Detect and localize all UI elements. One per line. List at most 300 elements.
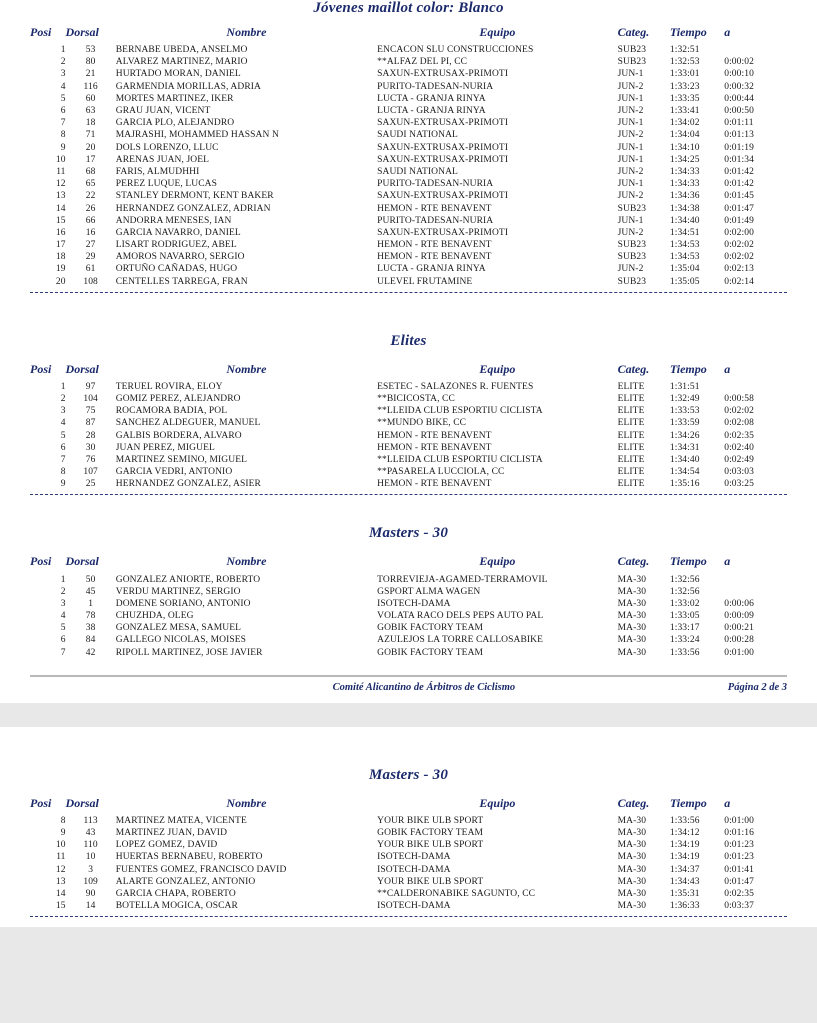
cell-tiempo: 1:31:51 [669,381,700,392]
cell-equipo: SAXUN-EXTRUSAX-PRIMOTI [377,227,509,238]
table-row [30,573,787,585]
cell-categ: MA-30 [617,586,647,597]
column-header-nombre: Nombre [226,361,267,376]
table-row [30,81,787,93]
column-header-dorsal: Dorsal [65,361,99,376]
cell-dorsal: 22 [85,191,96,202]
column-header-nombre: Nombre [226,554,267,569]
cell-tiempo: 1:34:54 [669,467,700,478]
cell-categ: JUN-1 [617,215,644,226]
table-row [30,634,787,646]
cell-equipo: GSPORT ALMA WAGEN [377,586,481,597]
cell-a: 0:00:50 [724,106,754,117]
cell-posi: 9 [60,142,66,153]
cell-tiempo: 1:34:51 [669,227,700,238]
table-row [30,117,787,129]
column-header-tiempo: Tiempo [669,554,707,569]
cell-dorsal: 45 [85,586,96,597]
cell-tiempo: 1:34:53 [669,252,700,263]
cell-dorsal: 84 [85,635,96,646]
cell-equipo: ISOTECH-DAMA [377,901,451,912]
cell-equipo: **LLEIDA CLUB ESPORTIU CICLISTA [377,406,543,417]
cell-tiempo: 1:34:19 [669,840,700,851]
table-row [30,190,787,202]
cell-posi: 8 [60,130,66,141]
cell-categ: ELITE [617,479,645,490]
cell-tiempo: 1:32:56 [669,574,700,585]
cell-tiempo: 1:33:05 [669,611,700,622]
cell-dorsal: 87 [85,418,96,429]
cell-dorsal: 27 [85,240,96,251]
cell-categ: SUB23 [617,240,647,251]
cell-categ: MA-30 [617,828,647,839]
cell-dorsal: 60 [85,93,96,104]
cell-a: 0:03:25 [724,479,754,490]
results-table-masters-30-cont [30,794,787,913]
column-header-a: a [724,361,731,376]
results-table-masters-30 [30,552,787,658]
cell-posi: 10 [55,840,66,851]
table-row [30,68,787,80]
cell-posi: 5 [60,623,66,634]
cell-nombre: GARCIA CHAPA, ROBERTO [115,888,236,899]
cell-tiempo: 1:33:56 [669,647,700,658]
cell-categ: SUB23 [617,203,647,214]
table-header [30,23,787,44]
cell-posi: 10 [55,154,66,165]
cell-posi: 13 [55,876,66,887]
cell-a [724,381,787,393]
results-table-jovenes [30,23,787,288]
cell-equipo: YOUR BIKE ULB SPORT [377,840,484,851]
cell-categ: JUN-1 [617,179,644,190]
column-header-equipo: Equipo [479,554,516,569]
cell-posi: 6 [60,635,66,646]
cell-posi: 17 [55,240,66,251]
cell-a: 0:01:23 [724,840,754,851]
cell-posi: 3 [60,598,66,609]
table-header [30,794,787,815]
table-row [30,815,787,827]
table-header-row [30,552,787,573]
cell-nombre: SANCHEZ ALDEGUER, MANUEL [115,418,261,429]
cell-tiempo: 1:34:31 [669,442,700,453]
cell-a: 0:00:32 [724,81,754,92]
results-page-3 [0,727,817,928]
cell-a: 0:00:44 [724,93,754,104]
cell-a: 0:02:02 [724,252,754,263]
cell-a: 0:01:47 [724,876,754,887]
table-body [30,381,787,491]
cell-a: 0:02:02 [724,406,754,417]
cell-equipo: ISOTECH-DAMA [377,864,451,875]
cell-dorsal: 116 [83,81,98,92]
cell-dorsal: 29 [85,252,96,263]
cell-nombre: GOMIZ PEREZ, ALEJANDRO [115,394,241,405]
section-title-elites: Elites [390,332,427,349]
cell-tiempo: 1:32:53 [669,57,700,68]
cell-a: 0:02:49 [724,454,754,465]
cell-a [724,573,787,585]
cell-nombre: HERNANDEZ GONZALEZ, ADRIAN [115,203,271,214]
table-row [30,239,787,251]
cell-posi: 4 [60,81,66,92]
cell-equipo: **LLEIDA CLUB ESPORTIU CICLISTA [377,454,543,465]
table-row [30,430,787,442]
cell-equipo: PURITO-TADESAN-NURIA [377,81,494,92]
cell-equipo: HEMON - RTE BENAVENT [377,479,492,490]
table-row [30,202,787,214]
column-header-equipo: Equipo [479,25,516,39]
cell-posi: 11 [56,852,66,863]
cell-equipo: LUCTA - GRANJA RINYA [377,93,486,104]
cell-categ: ELITE [617,430,645,441]
cell-posi: 11 [56,166,66,177]
cell-a: 0:00:10 [724,69,754,80]
cell-nombre: ANDORRA MENESES, IAN [115,215,232,226]
table-header [30,360,787,381]
cell-a: 0:02:40 [724,442,754,453]
cell-categ: MA-30 [617,623,647,634]
footer-page-number: Página 2 de 3 [727,681,787,693]
cell-categ: JUN-1 [617,142,644,153]
table-row [30,166,787,178]
cell-dorsal: 20 [85,142,96,153]
spacer [30,495,787,511]
cell-nombre: DOMENE SORIANO, ANTONIO [115,598,251,609]
cell-dorsal: 38 [85,623,96,634]
cell-equipo: ISOTECH-DAMA [377,852,451,863]
cell-nombre: MARTINEZ SEMINO, MIGUEL [115,454,248,465]
cell-dorsal: 71 [85,130,96,141]
table-header-row [30,794,787,815]
cell-tiempo: 1:33:17 [669,623,700,634]
cell-categ: ELITE [617,442,645,453]
cell-categ: ELITE [617,406,645,417]
cell-dorsal: 110 [83,840,98,851]
cell-dorsal: 113 [83,815,98,826]
results-table-elites [30,360,787,491]
cell-nombre: GARCIA NAVARRO, DANIEL [115,227,241,238]
cell-nombre: ALARTE GONZALEZ, ANTONIO [115,876,256,887]
table-row [30,154,787,166]
column-header-dorsal: Dorsal [65,554,99,569]
cell-a: 0:01:13 [724,130,754,141]
cell-tiempo: 1:34:10 [669,142,700,153]
table-row [30,586,787,598]
cell-posi: 1 [60,381,66,392]
cell-posi: 18 [55,252,66,263]
cell-nombre: PEREZ LUQUE, LUCAS [115,179,218,190]
cell-tiempo: 1:35:16 [669,479,700,490]
cell-posi: 15 [55,215,66,226]
cell-tiempo: 1:34:36 [669,191,700,202]
cell-nombre: GONZALEZ MESA, SAMUEL [115,623,242,634]
cell-categ: JUN-2 [617,264,644,275]
cell-dorsal: 42 [85,647,96,658]
cell-categ: ELITE [617,381,645,392]
cell-dorsal: 16 [85,227,96,238]
cell-posi: 16 [55,227,66,238]
table-row [30,251,787,263]
cell-tiempo: 1:33:56 [669,815,700,826]
cell-posi: 15 [55,901,66,912]
table-body [30,573,787,658]
table-row [30,393,787,405]
cell-nombre: GARMENDIA MORILLAS, ADRIA [115,81,262,92]
cell-tiempo: 1:32:49 [669,394,700,405]
cell-categ: MA-30 [617,598,647,609]
cell-posi: 7 [60,647,66,658]
cell-dorsal: 25 [85,479,96,490]
cell-dorsal: 76 [85,454,96,465]
table-row [30,454,787,466]
cell-equipo: HEMON - RTE BENAVENT [377,252,492,263]
cell-equipo: **BICICOSTA, CC [377,394,455,405]
cell-tiempo: 1:34:25 [669,154,700,165]
cell-tiempo: 1:33:02 [669,598,700,609]
cell-nombre: DOLS LORENZO, LLUC [115,142,219,153]
cell-nombre: CENTELLES TARREGA, FRAN [115,276,248,287]
section-divider [30,916,787,917]
cell-dorsal: 68 [85,166,96,177]
cell-dorsal: 14 [85,901,96,912]
column-header-dorsal: Dorsal [65,25,99,39]
cell-a [724,44,787,56]
cell-dorsal: 18 [85,118,96,129]
cell-nombre: MORTES MARTINEZ, IKER [115,93,234,104]
cell-posi: 13 [55,191,66,202]
cell-equipo: YOUR BIKE ULB SPORT [377,876,484,887]
cell-categ: JUN-2 [617,106,644,117]
cell-equipo: PURITO-TADESAN-NURIA [377,179,494,190]
cell-tiempo: 1:35:31 [669,888,700,899]
cell-categ: JUN-1 [617,93,644,104]
table-row [30,215,787,227]
table-row [30,864,787,876]
cell-equipo: AZULEJOS LA TORRE CALLOSABIKE [377,635,544,646]
cell-nombre: GALBIS BORDERA, ALVARO [115,430,242,441]
cell-a: 0:02:13 [724,264,754,275]
cell-tiempo: 1:35:04 [669,264,700,275]
column-header-nombre: Nombre [226,25,267,39]
cell-posi: 6 [60,106,66,117]
cell-nombre: HURTADO MORAN, DANIEL [115,69,241,80]
cell-posi: 2 [60,586,66,597]
cell-dorsal: 108 [83,276,98,287]
cell-equipo: HEMON - RTE BENAVENT [377,240,492,251]
cell-tiempo: 1:34:12 [669,828,700,839]
column-header-categ: Categ. [617,795,650,810]
cell-a: 0:01:45 [724,191,754,202]
cell-dorsal: 17 [85,154,96,165]
column-header-dorsal: Dorsal [65,795,99,810]
page-gap [0,703,817,727]
cell-posi: 1 [60,574,66,585]
cell-a: 0:02:14 [724,276,754,287]
cell-nombre: BOTELLA MOGICA, OSCAR [115,901,238,912]
cell-categ: ELITE [617,454,645,465]
cell-categ: SUB23 [617,252,647,263]
table-row [30,622,787,634]
table-row [30,105,787,117]
cell-a: 0:02:35 [724,430,754,441]
column-header-posi: Posi [30,554,52,569]
cell-nombre: TERUEL ROVIRA, ELOY [115,381,223,392]
column-header-a: a [724,25,731,39]
cell-equipo: **ALFAZ DEL PI, CC [377,57,468,68]
cell-nombre: MARTINEZ MATEA, VICENTE [115,815,247,826]
cell-tiempo: 1:33:41 [669,106,700,117]
cell-equipo: YOUR BIKE ULB SPORT [377,815,484,826]
cell-nombre: JUAN PEREZ, MIGUEL [115,442,215,453]
cell-a: 0:01:47 [724,203,754,214]
cell-nombre: GRAU JUAN, VICENT [115,106,211,117]
cell-categ: JUN-2 [617,227,644,238]
cell-posi: 8 [60,815,66,826]
cell-categ: SUB23 [617,276,647,287]
table-row [30,478,787,490]
cell-posi: 12 [55,864,66,875]
cell-a: 0:01:11 [724,118,754,129]
cell-categ: MA-30 [617,876,647,887]
column-header-a: a [724,795,731,810]
cell-tiempo: 1:34:33 [669,179,700,190]
cell-posi: 6 [60,442,66,453]
cell-categ: MA-30 [617,901,647,912]
cell-categ: MA-30 [617,635,647,646]
cell-categ: SUB23 [617,45,647,56]
cell-nombre: ORTUÑO CAÑADAS, HUGO [115,264,238,275]
cell-a: 0:00:58 [724,394,754,405]
cell-tiempo: 1:34:43 [669,876,700,887]
cell-equipo: SAXUN-EXTRUSAX-PRIMOTI [377,69,509,80]
cell-nombre: RIPOLL MARTINEZ, JOSE JAVIER [115,647,263,658]
cell-dorsal: 66 [85,215,96,226]
cell-nombre: MARTINEZ JUAN, DAVID [115,828,228,839]
cell-categ: MA-30 [617,647,647,658]
cell-posi: 12 [55,179,66,190]
cell-dorsal: 26 [85,203,96,214]
cell-nombre: LOPEZ GOMEZ, DAVID [115,840,218,851]
cell-equipo: TORREVIEJA-AGAMED-TERRAMOVIL [377,574,548,585]
cell-a: 0:03:37 [724,901,754,912]
cell-nombre: MAJRASHI, MOHAMMED HASSAN N [115,130,279,141]
cell-categ: ELITE [617,467,645,478]
cell-dorsal: 75 [85,406,96,417]
table-row [30,888,787,900]
cell-a: 0:01:23 [724,852,754,863]
column-header-a: a [724,554,731,569]
cell-dorsal: 28 [85,430,96,441]
cell-equipo: GOBIK FACTORY TEAM [377,647,484,658]
cell-tiempo: 1:35:05 [669,276,700,287]
cell-dorsal: 65 [85,179,96,190]
cell-posi: 14 [55,203,66,214]
cell-tiempo: 1:34:53 [669,240,700,251]
column-header-posi: Posi [30,25,52,39]
cell-tiempo: 1:33:23 [669,81,700,92]
table-header [30,552,787,573]
spacer [30,727,787,753]
table-row [30,839,787,851]
table-row [30,129,787,141]
cell-dorsal: 63 [85,106,96,117]
table-body [30,44,787,288]
cell-nombre: GARCIA VEDRI, ANTONIO [115,467,233,478]
cell-dorsal: 97 [85,381,96,392]
cell-a: 0:01:42 [724,166,754,177]
cell-equipo: **MUNDO BIKE, CC [377,418,467,429]
cell-tiempo: 1:33:59 [669,418,700,429]
table-row [30,276,787,288]
cell-posi: 7 [60,454,66,465]
cell-equipo: ESETEC - SALAZONES R. FUENTES [377,381,534,392]
table-row [30,417,787,429]
cell-tiempo: 1:36:33 [669,901,700,912]
cell-nombre: BERNABE UBEDA, ANSELMO [115,45,248,56]
cell-tiempo: 1:34:04 [669,130,700,141]
cell-dorsal: 78 [85,611,96,622]
table-body [30,815,787,913]
cell-posi: 7 [60,118,66,129]
cell-a: 0:02:00 [724,227,754,238]
column-header-equipo: Equipo [479,361,516,376]
cell-equipo: SAUDI NATIONAL [377,166,458,177]
cell-categ: JUN-2 [617,166,644,177]
cell-nombre: FARIS, ALMUDHHI [115,166,200,177]
cell-nombre: ARENAS JUAN, JOEL [115,154,210,165]
cell-a: 0:02:08 [724,418,754,429]
cell-categ: JUN-2 [617,191,644,202]
cell-a: 0:01:19 [724,142,754,153]
table-header-row [30,23,787,44]
cell-a: 0:02:02 [724,240,754,251]
footer-organization: Comité Alicantino de Árbitros de Ciclismo [332,681,516,693]
cell-categ: ELITE [617,394,645,405]
cell-dorsal: 43 [85,828,96,839]
cell-nombre: HUERTAS BERNABEU, ROBERTO [115,852,263,863]
cell-categ: MA-30 [617,840,647,851]
cell-nombre: ALVAREZ MARTINEZ, MARIO [115,57,248,68]
column-header-categ: Categ. [617,361,650,376]
cell-a: 0:00:21 [724,623,754,634]
column-header-equipo: Equipo [479,795,516,810]
table-row [30,93,787,105]
cell-dorsal: 90 [85,888,96,899]
cell-categ: MA-30 [617,888,647,899]
cell-posi: 9 [60,828,66,839]
cell-nombre: GARCIA PLO, ALEJANDRO [115,118,235,129]
cell-posi: 3 [60,406,66,417]
cell-tiempo: 1:34:40 [669,454,700,465]
cell-posi: 20 [55,276,66,287]
cell-equipo: PURITO-TADESAN-NURIA [377,215,494,226]
table-row [30,142,787,154]
table-row [30,466,787,478]
cell-tiempo: 1:33:35 [669,93,700,104]
cell-posi: 2 [60,57,66,68]
column-header-tiempo: Tiempo [669,361,707,376]
cell-equipo: SAXUN-EXTRUSAX-PRIMOTI [377,118,509,129]
cell-tiempo: 1:33:24 [669,635,700,646]
cell-tiempo: 1:34:02 [669,118,700,129]
cell-equipo: SAXUN-EXTRUSAX-PRIMOTI [377,154,509,165]
cell-dorsal: 61 [85,264,96,275]
cell-a: 0:00:06 [724,598,754,609]
column-header-nombre: Nombre [226,795,267,810]
table-row [30,44,787,56]
